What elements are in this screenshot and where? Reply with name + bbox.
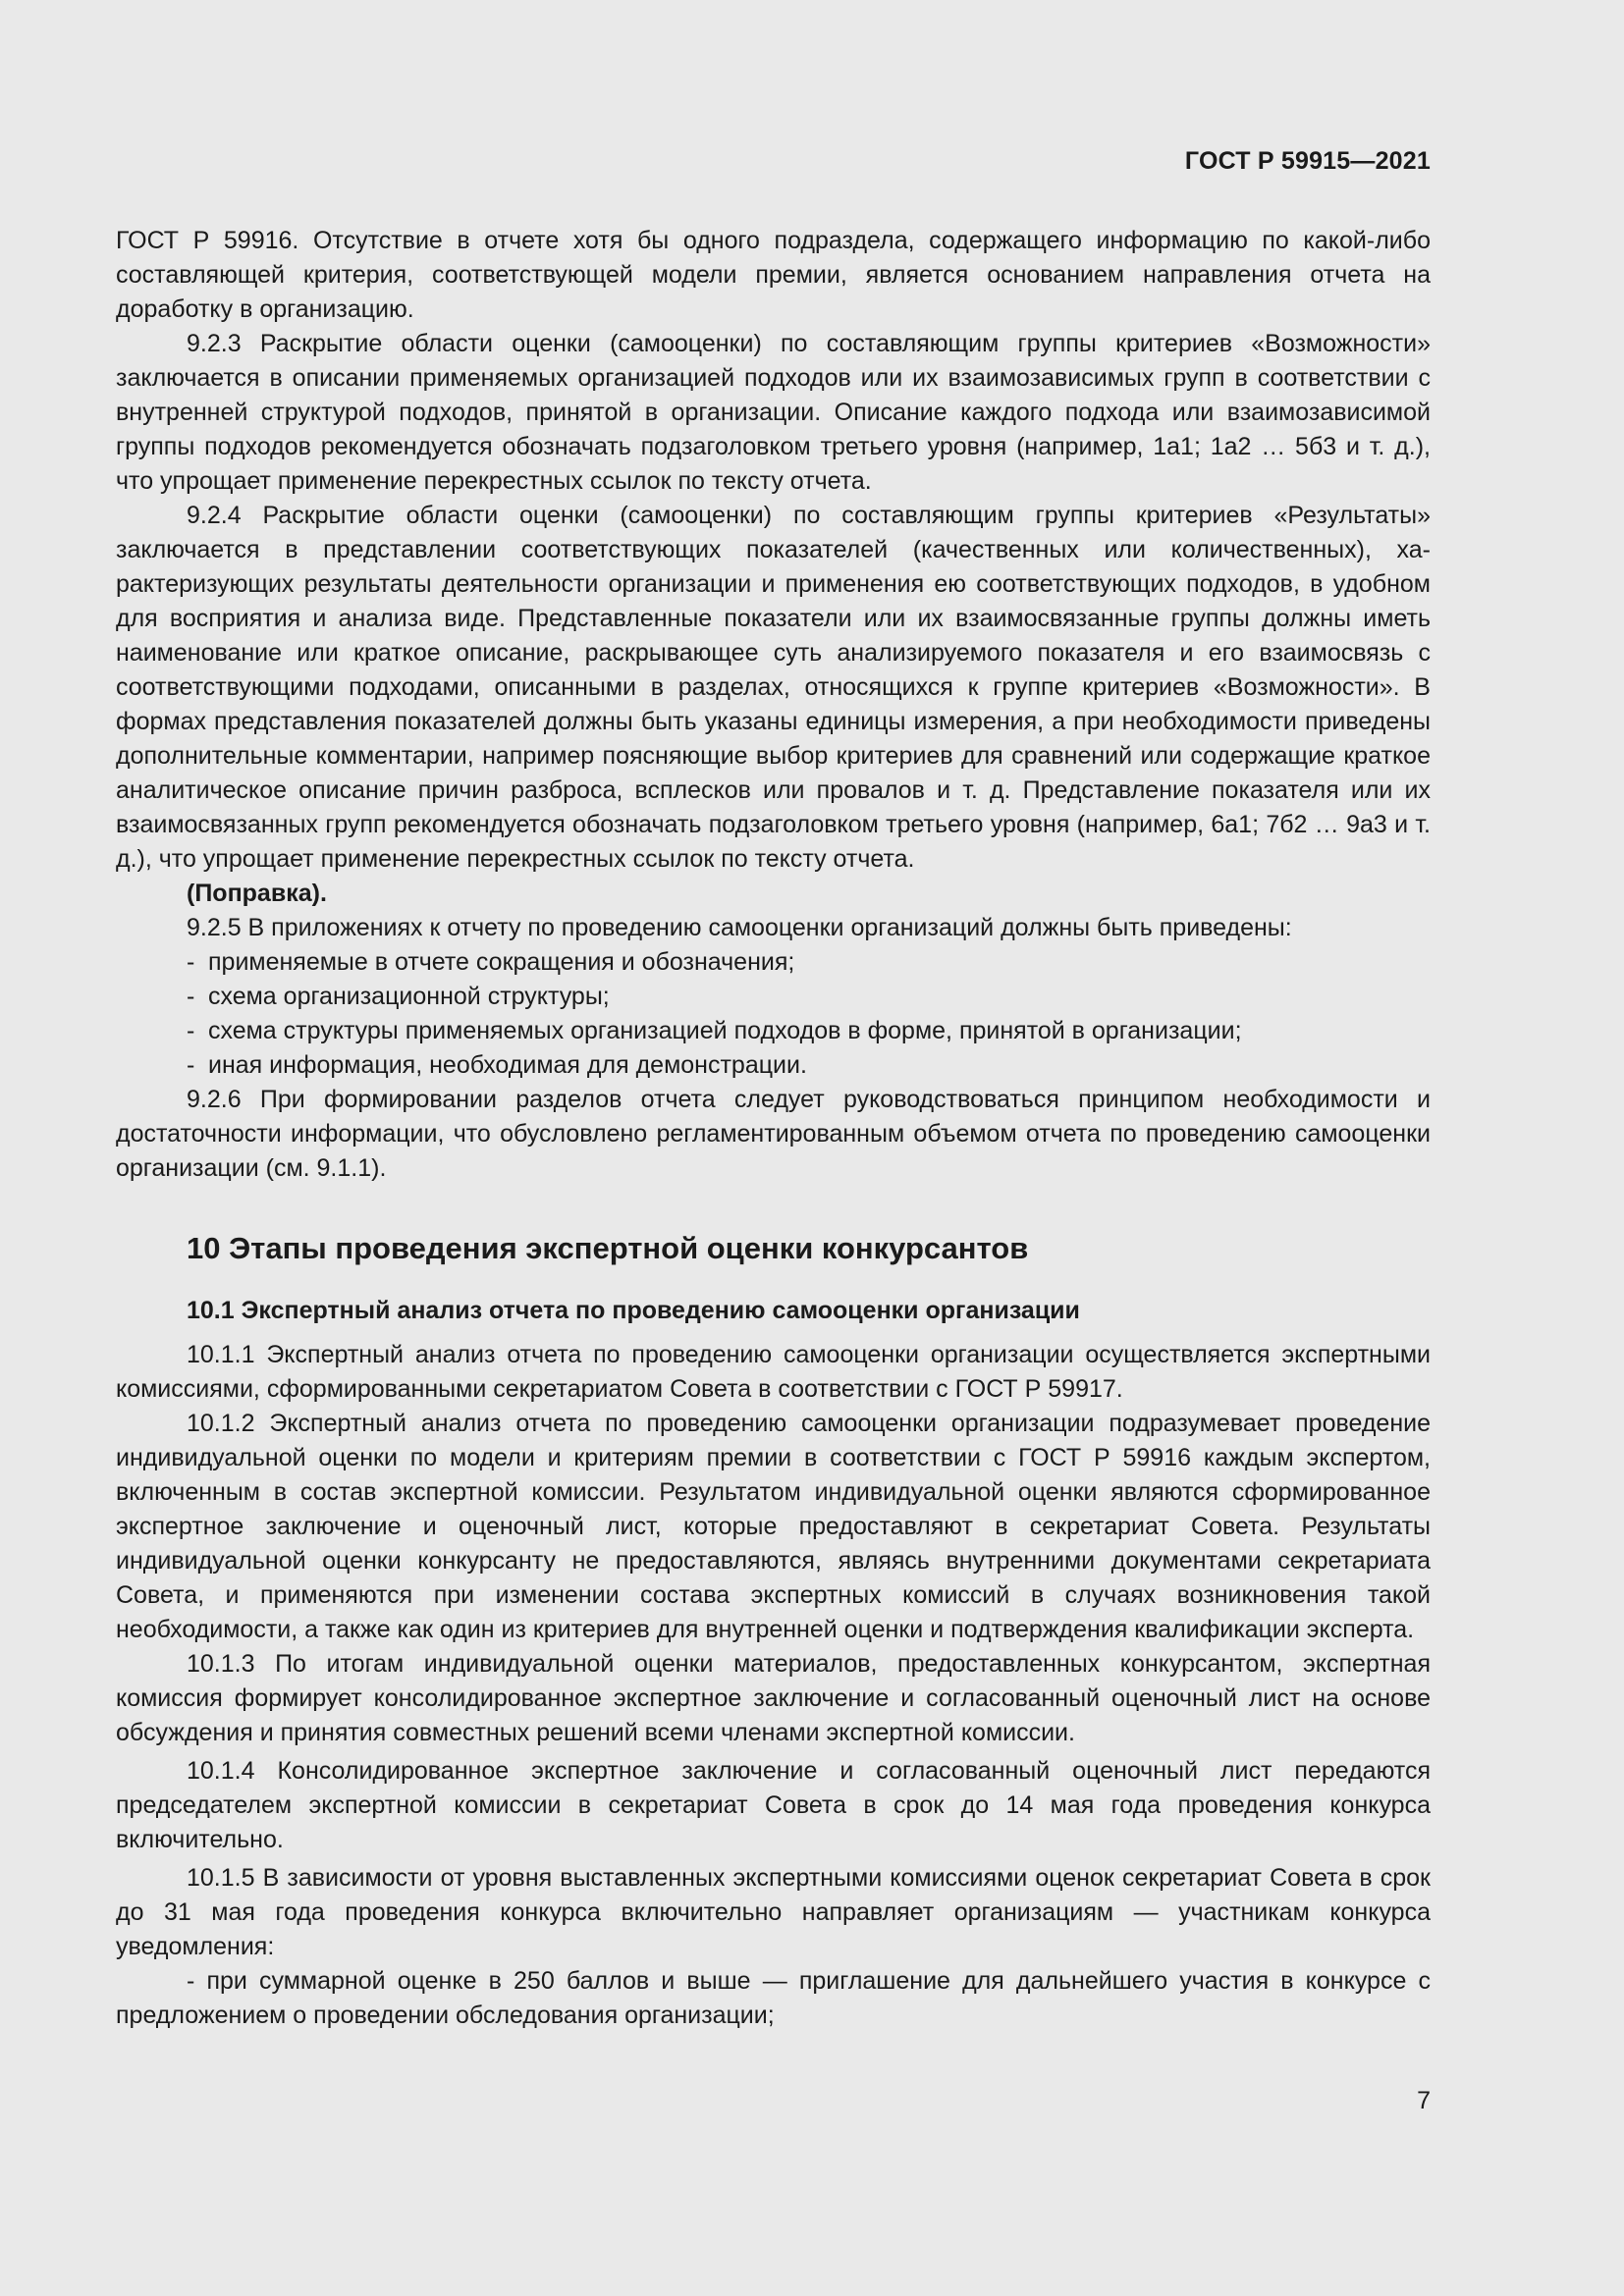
- list-item: - иная информация, необходимая для демонстрации.: [187, 1051, 807, 1079]
- page-body: [116, 224, 1431, 2033]
- paragraph-9-2-4: 9.2.4 Раскрытие области оценки (самооценки) по составляющим группы критериев «Результаты» заключается в представлении соответствующих показателей (качественных или количественных), характеризующих результаты деятельности организации и применения ею соответствующих подходов, в удобном для восприятия и анализа виде. Представленные показатели или их взаимосвязанные группы должны иметь наименование или краткое описание, раскрывающее суть анализируемого показателя и его взаимосвязь с соответствующими подходами, описанными в разделах, относящихся к группе критериев «Возможности». В формах представления показателей должны быть указаны единицы измерения, а при необходимости приведены дополнительные комментарии, например поясняющие выбор критериев для сравнений или содержащие краткое аналитическое описание причин разброса, всплесков или провалов и т. д. Представление показателя или их взаимосвязанных групп рекомендуется обозначать подзаголовком третьего уровня (например, 6а1; 7б2 … 9а3 и т. д.), что упрощает применение перекрестных ссылок по тексту отчета.: [116, 502, 1431, 873]
- list-item-text: иная информация, необходимая для демонстрации.: [208, 1051, 807, 1079]
- paragraph-10-1-2: 10.1.2 Экспертный анализ отчета по проведению самооценки организации подразумевает проведение индивидуальной оценки по модели и критериям премии в соответствии с ГОСТ Р 59916 каждым экспертом, включенным в состав экспертной комиссии. Результатом индивидуальной оценки являются сформированное экспертное заключение и оценочный лист, которые предоставляют в секретариат Совета. Результаты индивидуальной оценки конкурсанту не предоставляются, являясь внутренними документами секретариата Совета, и применяются при изменении состава экспертных комиссий в случаях возникновения такой необходимости, а также как один из критериев для внутренней оценки и подтверждения квалификации эксперта.: [116, 1410, 1431, 1643]
- paragraph-9-2-5: 9.2.5 В приложениях к отчету по проведению самооценки организаций должны быть приведены:: [187, 914, 1292, 941]
- list-item: - схема организационной структуры;: [187, 983, 610, 1010]
- paragraph-9-2-3: 9.2.3 Раскрытие области оценки (самооценки) по составляющим группы критериев «Возможности» заключается в описании применяемых организацией подходов или их взаимозависимых групп в соответствии с внутренней структурой подходов, принятой в организации. Описание каждого подхода или взаимозависимой группы подходов рекомендуется обозначать подзаголовком третьего уровня (например, 1а1; 1а2 … 5б3 и т. д.), что упрощает применение перекрестных ссылок по тексту отчета.: [116, 330, 1431, 495]
- paragraph-9-2-6: 9.2.6 При формировании разделов отчета следует руководствоваться принципом необходимости и достаточности информации, что обусловлено регламентированным объемом отчета по проведению самооценки организации (см. 9.1.1).: [116, 1086, 1431, 1182]
- paragraph-10-1-4: 10.1.4 Консолидированное экспертное заключение и согласованный оценочный лист передаются председателем экспертной комиссии в секретариат Совета в срок до 14 мая года проведения конкурса включительно.: [116, 1757, 1431, 1853]
- paragraph-10-1-1: 10.1.1 Экспертный анализ отчета по проведению самооценки организации осуществляется экспертными комиссиями, сформированными секретариатом Совета в соответствии с ГОСТ Р 59917.: [116, 1341, 1431, 1403]
- list-9-2-5: [116, 945, 1431, 1083]
- paragraph-10-1-3: 10.1.3 По итогам индивидуальной оценки материалов, предоставленных конкурсантом, экспертная комиссия формирует консолидированное экспертное заключение и согласованный оценочный лист на основе обсуждения и принятия совместных решений всеми членами экспертной комиссии.: [116, 1650, 1431, 1746]
- document-page: [116, 0, 1431, 2296]
- paragraph-10-1-5: 10.1.5 В зависимости от уровня выставленных экспертными комиссиями оценок секретариат Совета в срок до 31 мая года проведения конкурса включительно направляет организациям — участникам конкурса уведомления:: [116, 1864, 1431, 1960]
- list-item-text: схема структуры применяемых организацией подходов в форме, принятой в организации;: [208, 1017, 1242, 1044]
- list-item-text: схема организационной структуры;: [208, 983, 610, 1010]
- list-item-text: применяемые в отчете сокращения и обозначения;: [208, 948, 795, 976]
- amendment-note: (Поправка).: [187, 880, 327, 907]
- standard-designation: ГОСТ Р 59915—2021: [1184, 147, 1431, 175]
- section-10-heading: 10 Этапы проведения экспертной оценки конкурсантов: [187, 1231, 1029, 1265]
- section-10-1-heading: 10.1 Экспертный анализ отчета по проведению самооценки организации: [187, 1297, 1080, 1324]
- page-number: 7: [1417, 2087, 1431, 2114]
- list-item: - схема структуры применяемых организацией подходов в форме, принятой в организации;: [187, 1017, 1242, 1044]
- list-item: - применяемые в отчете сокращения и обозначения;: [187, 948, 795, 976]
- paragraph-continuation: ГОСТ Р 59916. Отсутствие в отчете хотя бы одного подраздела, содержащего информацию по какой-либо составляющей критерия, соответствующей модели премии, является основанием направления отчета на доработку в организацию.: [116, 227, 1431, 323]
- list-item-10-1-5: - при суммарной оценке в 250 баллов и выше — приглашение для дальнейшего участия в конкурсе с предложением о проведении обследования организации;: [116, 1967, 1431, 2029]
